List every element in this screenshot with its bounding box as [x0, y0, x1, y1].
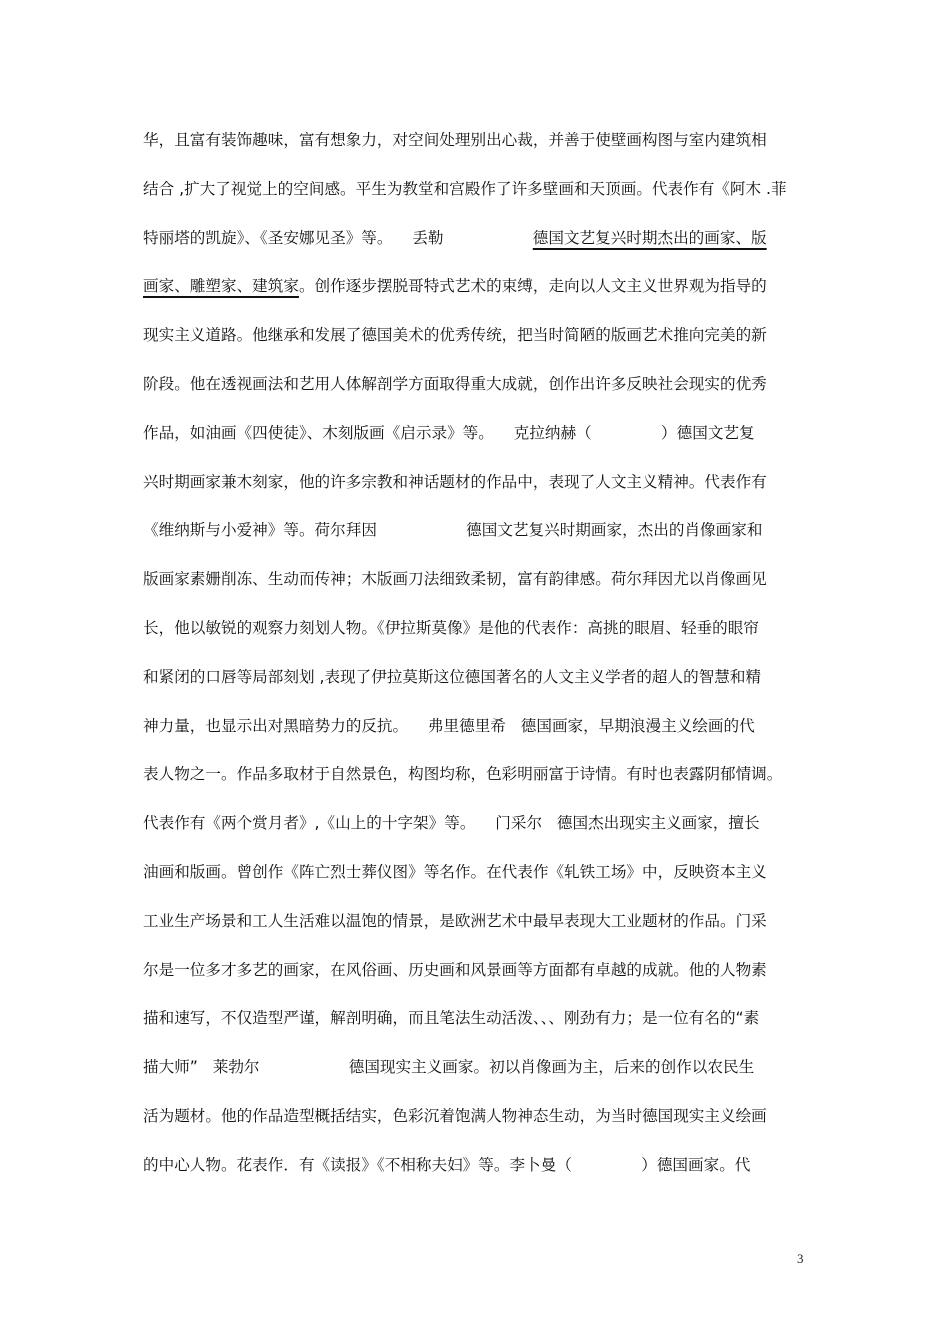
text-line — [143, 905, 807, 954]
text-segment: 尔是一位多才多艺的画家，在风俗画、历史画和风景画等方面都有卓越的成就。他的人物素 — [143, 960, 767, 979]
text-line — [143, 710, 807, 759]
body-text — [143, 124, 807, 1198]
text-segment: 描和速写，不仅造型严谨，解剖明确，而且笔法生动活泼、、、刚劲有力；是一位有名的“素 — [143, 1009, 760, 1028]
text-line — [143, 417, 807, 466]
text-line — [143, 1051, 807, 1100]
text-segment: 长，他以敏锐的观察力刻划人物。《伊拉斯莫像》是他的代表作：高挑的眼眉、轻垂的眼帘 — [143, 618, 759, 637]
text-segment: 的中心人物。花表作．有《读报》《不相称夫妇》等。李卜曼（ ）德国画家。代 — [143, 1155, 751, 1174]
page-number: 3 — [797, 1251, 804, 1266]
text-segment: 作品，如油画《四使徒》、木刻版画《启示录》等。 克拉纳赫（ ）德国文艺复 — [143, 423, 755, 442]
text-line — [143, 807, 807, 856]
text-line — [143, 222, 807, 271]
underlined-text: 德国文艺复兴时期杰出的画家、版 — [532, 228, 767, 247]
text-segment: 特丽塔的凯旋》、《圣安娜见圣》等。 丢勒 — [143, 228, 533, 247]
text-segment: 华，且富有装饰趣味，富有想象力，对空间处理别出心裁，并善于使壁画构图与室内建筑相 — [143, 131, 767, 149]
text-line — [143, 270, 807, 319]
text-line — [143, 1002, 807, 1051]
text-segment: 代表作有《两个赏月者》,《山上的十字架》等。 门采尔 德国杰出现实主义画家，擅长 — [143, 814, 760, 833]
text-segment: 兴时期画家兼木刻家，他的许多宗教和神话题材的作品中，表现了人文主义精神。代表作有 — [143, 472, 767, 491]
text-segment: 阶段。他在透视画法和艺用人体解剖学方面取得重大成就，创作出许多反映社会现实的优秀 — [143, 374, 767, 393]
text-line — [143, 1100, 807, 1149]
text-line — [143, 514, 807, 563]
text-segment: 版画家素姗削冻、生动而传神；木版画刀法细致柔韧，富有韵律感。荷尔拜因尤以肖像画见 — [143, 570, 767, 589]
text-line — [143, 758, 807, 807]
text-line — [143, 563, 807, 612]
text-line — [143, 661, 807, 710]
text-segment: 。创作逐步摆脱哥特式艺术的束缚，走向以人文主义世界观为指导的 — [298, 277, 767, 296]
text-segment: 描大师” 莱勃尔 德国现实主义画家。初以肖像画为主，后来的创作以农民生 — [143, 1058, 755, 1077]
text-segment: 《维纳斯与小爱神》等。荷尔拜因 德国文艺复兴时期画家，杰出的肖像画家和 — [143, 521, 763, 540]
text-line — [143, 1149, 807, 1198]
text-segment: 油画和版画。曾创作《阵亡烈士葬仪图》等名作。在代表作《轧铁工场》中，反映资本主义 — [143, 862, 767, 881]
text-segment: 和紧闭的口唇等局部刻划 ,表现了伊拉莫斯这位德国著名的人文主义学者的超人的智慧和精 — [143, 667, 762, 686]
underlined-text: 画家、雕塑家、建筑家 — [143, 277, 299, 296]
text-line — [143, 466, 807, 515]
text-segment: 神力量，也显示出对黑暗势力的反抗。 弗里德里希 德国画家，早期浪漫主义绘画的代 — [143, 716, 755, 735]
text-segment: 现实主义道路。他继承和发展了德国美术的优秀传统，把当时简陋的版画艺术推向完美的新 — [143, 326, 767, 345]
text-line — [143, 368, 807, 417]
text-line — [143, 856, 807, 905]
text-line — [143, 124, 807, 173]
text-line — [143, 954, 807, 1003]
text-segment: 活为题材。他的作品造型概括结实，色彩沉着饱满人物神态生动，为当时德国现实主义绘画 — [143, 1106, 767, 1125]
text-segment: 工业生产场景和工人生活难以温饱的情景，是欧洲艺术中最早表现大工业题材的作品。门采 — [143, 911, 767, 930]
text-line — [143, 173, 807, 222]
text-segment: 表人物之一。作品多取材于自然景色，构图均称，色彩明丽富于诗情。有时也表露阴郁情调。 — [143, 765, 783, 784]
text-line — [143, 612, 807, 661]
text-line — [143, 319, 807, 368]
text-segment: 结合 ,扩大了视觉上的空间感。平生为教堂和宫殿作了许多壁画和天顶画。代表作有《阿木 .菲 — [143, 179, 787, 198]
